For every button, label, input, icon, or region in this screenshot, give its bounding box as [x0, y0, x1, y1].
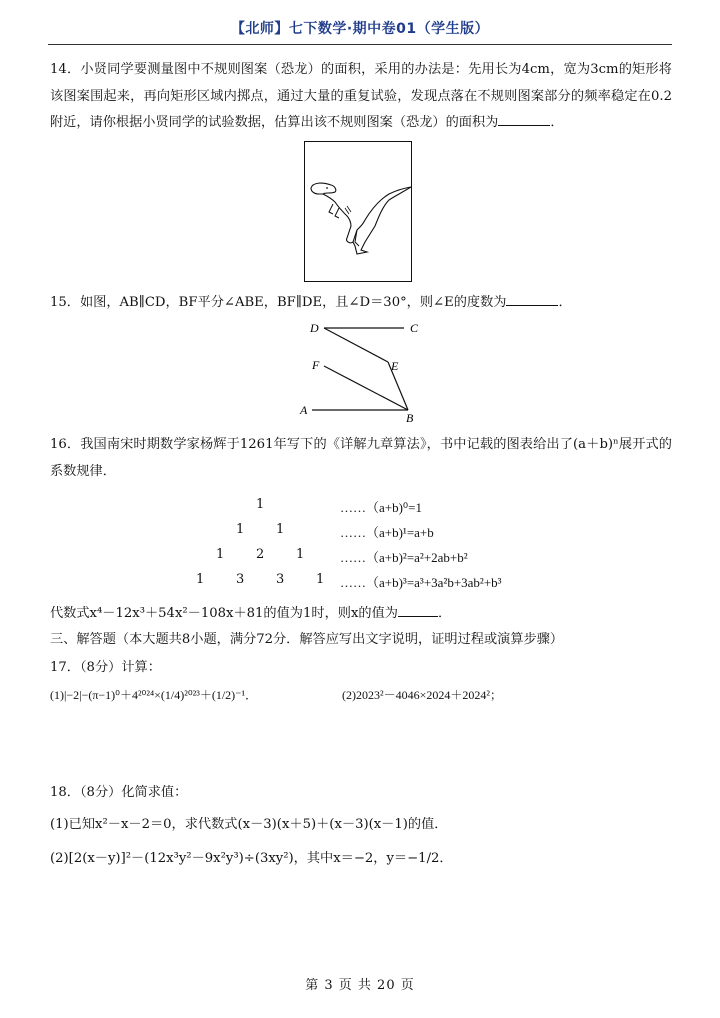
- label-C: C: [410, 321, 419, 335]
- label-E: E: [391, 359, 399, 373]
- question-15-text: 15．如图，AB∥CD，BF平分∠ABE，BF∥DE，且∠D＝30°，则∠E的度数为: [50, 295, 507, 310]
- question-18-part2: (2)[2(x－y)]²－(12x³y²－9x²y³)÷(3xy²)，其中x＝−2，y＝−1/2．: [50, 851, 453, 866]
- expansion-2: ……（a+b)²=a²+2ab+b²: [340, 550, 468, 565]
- page-footer: 第 3 页 共 20 页: [305, 978, 415, 993]
- label-A: A: [300, 403, 308, 417]
- label-F: F: [312, 358, 320, 372]
- coef: 1: [196, 572, 205, 587]
- header-divider: [48, 44, 672, 45]
- question-18-part1: (1)已知x²－x－2＝0，求代数式(x－3)(x＋5)＋(x－3)(x－1)的值．: [50, 817, 448, 832]
- label-B: B: [406, 411, 414, 425]
- coef: 2: [256, 547, 265, 562]
- question-17-part1: (1)|−2|−(π−1)⁰＋4²⁰²⁴×(1/4)²⁰²³＋(1/2)⁻¹．: [50, 688, 258, 702]
- answer-blank-14[interactable]: [498, 113, 550, 126]
- coef: 1: [236, 522, 245, 537]
- dinosaur-icon: [305, 142, 411, 281]
- question-14-text: 14．小贤同学要测量图中不规则图案（恐龙）的面积，采用的办法是：先用长为4cm，宽为3cm的矩形将该图案围起来，再向矩形区域内掷点，通过大量的重复试验，发现点落在不规则图案部分的频率稳定在0.2附近，请你根据小贤同学的试验数据，估算出该不规则图案（恐龙）的面积为: [50, 62, 672, 130]
- expansion-1: ……（a+b)¹=a+b: [340, 525, 434, 540]
- geometry-figure: [290, 318, 440, 426]
- label-D: D: [310, 321, 319, 335]
- coef: 3: [276, 572, 285, 587]
- answer-blank-16[interactable]: [398, 604, 438, 617]
- question-17-title: 17．（8分）计算：: [50, 660, 161, 675]
- expansion-3: ……（a+b)³=a³+3a²b+3ab²+b³: [340, 575, 502, 590]
- question-18-title: 18．（8分）化简求值：: [50, 785, 188, 800]
- section-heading: 三、解答题（本大题共8小题，满分72分．解答应写出文字说明，证明过程或演算步骤）: [50, 632, 564, 647]
- page-header: 【北师】七下数学·期中卷01（学生版）: [230, 21, 490, 37]
- question-14: 14．小贤同学要测量图中不规则图案（恐龙）的面积，采用的办法是：先用长为4cm，宽为3cm的矩形将该图案围起来，再向矩形区域内掷点，通过大量的重复试验，发现点落在不规则图案部分的频率稳定在0.2附近，请你根据小贤同学的试验数据，估算出该不规则图案（恐龙）的面积为 ．: [50, 62, 672, 130]
- coef: 1: [256, 497, 265, 512]
- question-16: 16．我国南宋时期数学家杨辉于1261年写下的《详解九章算法》，书中记载的图表给出了(a＋b)ⁿ展开式的系数规律．: [50, 437, 672, 479]
- coef: 1: [316, 572, 325, 587]
- expansion-0: ……（a+b)⁰=1: [340, 500, 422, 515]
- question-16-ask: 代数式x⁴－12x³＋54x²－108x＋81的值为1时，则x的值为 ．: [50, 606, 452, 621]
- coef: 1: [276, 522, 285, 537]
- coef: 1: [296, 547, 305, 562]
- question-17-part2: (2)2023²－4046×2024＋2024²；: [342, 688, 502, 702]
- yang-hui-triangle: [188, 493, 548, 593]
- answer-blank-15[interactable]: [506, 293, 558, 306]
- coef: 3: [236, 572, 245, 587]
- coef: 1: [216, 547, 225, 562]
- dinosaur-figure: [304, 141, 412, 282]
- question-15: 15．如图，AB∥CD，BF平分∠ABE，BF∥DE，且∠D＝30°，则∠E的度数为 ．: [50, 295, 572, 310]
